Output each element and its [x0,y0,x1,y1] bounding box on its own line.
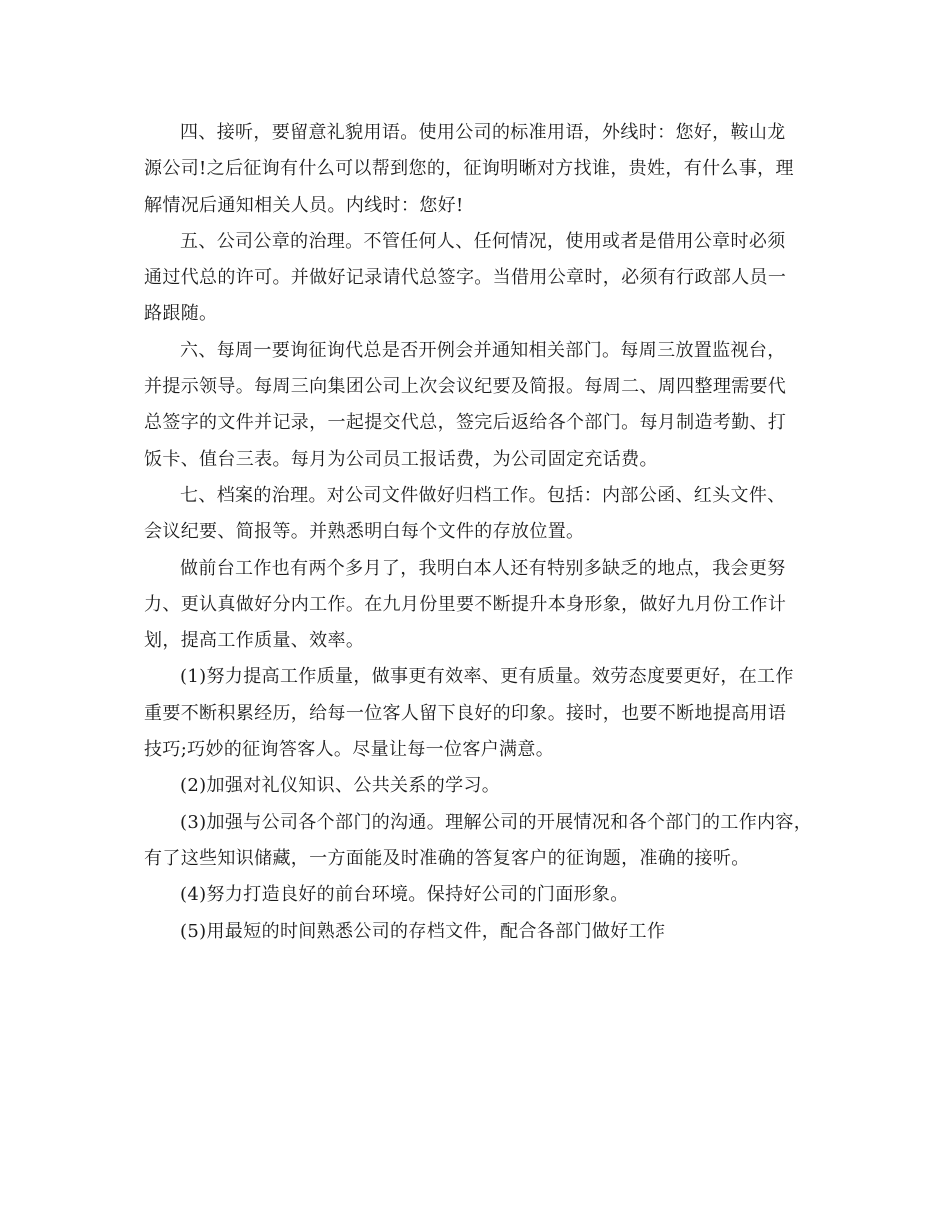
text-line: 解情况后通知相关人员。内线时：您好! [144,194,464,216]
text-line: 五、公司公章的治理。不管任何人、任何情况，使用或者是借用公章时必须 [180,230,786,252]
text-line: 力、更认真做好分内工作。在九月份里要不断提升本身形象，做好九月份工作计 [144,593,787,615]
text-line: 六、每周一要询征询代总是否开例会并通知相关部门。每周三放置监视台， [180,339,786,361]
document-body [144,115,824,950]
text-line: 做前台工作也有两个多月了，我明白本人还有特别多缺乏的地点，我会更努 [180,557,786,579]
text-line: (2)加强对礼仪知识、公共关系的学习。 [180,775,501,797]
text-line: 技巧;巧妙的征询答客人。尽量让每一位客户满意。 [144,739,555,761]
text-line: 会议纪要、简报等。并熟悉明白每个文件的存放位置。 [144,521,585,543]
text-line: 总签字的文件并记录，一起提交代总，签完后返给各个部门。每月制造考勤、打 [144,412,787,434]
text-line: 有了这些知识储藏，一方面能及时准确的答复客户的征询题，准确的接听。 [144,847,750,869]
text-line: 四、接听，要留意礼貌用语。使用公司的标准用语，外线时：您好，鞍山龙 [180,122,786,143]
text-line: 并提示领导。每周三向集团公司上次会议纪要及简报。每周二、周四整理需要代 [144,376,787,398]
text-line: 通过代总的许可。并做好记录请代总签字。当借用公章时，必须有行政部人员一 [144,267,787,289]
text-line: (5)用最短的时间熟悉公司的存档文件，配合各部门做好工作 [180,920,666,942]
text-line: 划，提高工作质量、效率。 [144,630,365,652]
text-line: 饭卡、值台三表。每月为公司员工报话费，为公司固定充话费。 [144,448,658,470]
text-line: (1)努力提高工作质量，做事更有效率、更有质量。效劳态度要更好，在工作 [180,666,794,688]
text-line: (3)加强与公司各个部门的沟通。理解公司的开展情况和各个部门的工作内容， [180,811,813,833]
text-line: 重要不断积累经历，给每一位客人留下良好的印象。接时，也要不断地提高用语 [144,702,787,724]
text-line: 路跟随。 [144,303,218,325]
text-line: 七、档案的治理。对公司文件做好归档工作。包括：内部公函、红头文件、 [180,484,786,506]
text-line: 源公司!之后征询有什么可以帮到您的，征询明晰对方找谁，贵姓，有什么事，理 [144,158,794,180]
text-line: (4)努力打造良好的前台环境。保持好公司的门面形象。 [180,884,629,906]
